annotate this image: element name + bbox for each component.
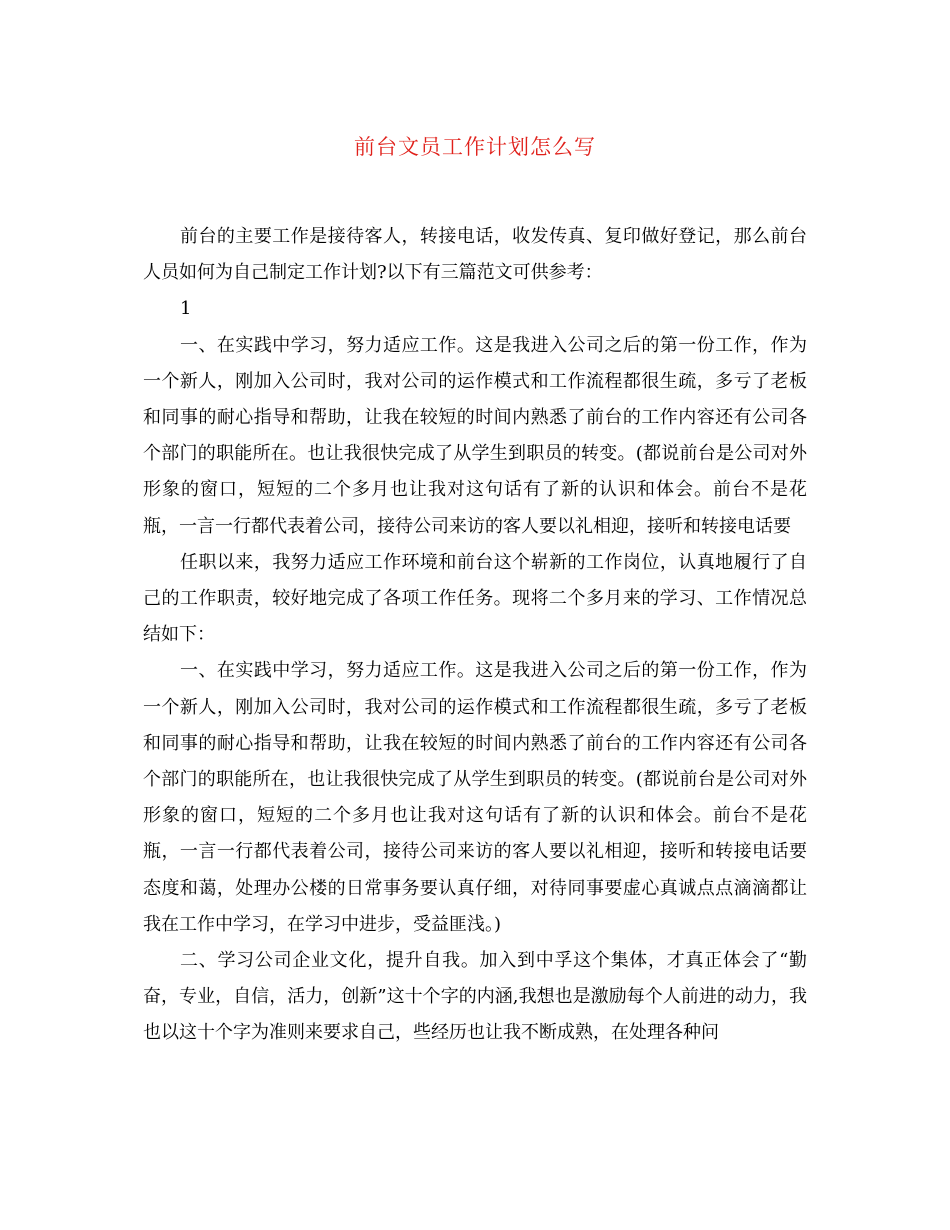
paragraph-section-two: 二、学习公司企业文化，提升自我。加入到中孚这个集体，才真正体会了“勤奋，专业，自信，活力，创新”这十个字的内涵,我想也是激励每个人前进的动力，我也以这十个字为准则来要求自己，些经历也让我不断成熟，在处理各种问 [143, 950, 807, 1044]
paragraph-intro: 前台的主要工作是接待客人，转接电话，收发传真、复印做好登记，那么前台人员如何为自己制定工作计划?以下有三篇范文可供参考： [143, 226, 807, 284]
paragraph-number: 1 [180, 298, 192, 320]
document-title: 前台文员工作计划怎么写 [354, 135, 596, 159]
paragraph-section-one-first: 一、在实践中学习，努力适应工作。这是我进入公司之后的第一份工作，作为一个新人，刚加入公司时，我对公司的运作模式和工作流程都很生疏，多亏了老板和同事的耐心指导和帮助，让我在较短的时间内熟悉了前台的工作内容还有公司各个部门的职能所在。也让我很快完成了从学生到职员的转变。(都说前台是公司对外形象的窗口，短短的二个多月也让我对这句话有了新的认识和体会。前台不是花瓶，一言一行都代表着公司，接待公司来访的客人要以礼相迎，接听和转接电话要 [143, 334, 807, 537]
paragraph-summary-intro: 任职以来，我努力适应工作环境和前台这个崭新的工作岗位，认真地履行了自己的工作职责，较好地完成了各项工作任务。现将二个多月来的学习、工作情况总结如下： [143, 551, 807, 646]
document-body [143, 219, 807, 1052]
paragraph-section-one-second: 一、在实践中学习，努力适应工作。这是我进入公司之后的第一份工作，作为一个新人，刚加入公司时，我对公司的运作模式和工作流程都很生疏，多亏了老板和同事的耐心指导和帮助，让我在较短的时间内熟悉了前台的工作内容还有公司各个部门的职能所在，也让我很快完成了从学生到职员的转变。(都说前台是公司对外形象的窗口，短短的二个多月也让我对这句话有了新的认识和体会。前台不是花瓶，一言一行都代表着公司，接待公司来访的客人要以礼相迎，接听和转接电话要态度和蔼，处理办公楼的日常事务要认真仔细，对待同事要虚心真诚点点滴滴都让我在工作中学习，在学习中进步，受益匪浅。) [143, 660, 807, 935]
